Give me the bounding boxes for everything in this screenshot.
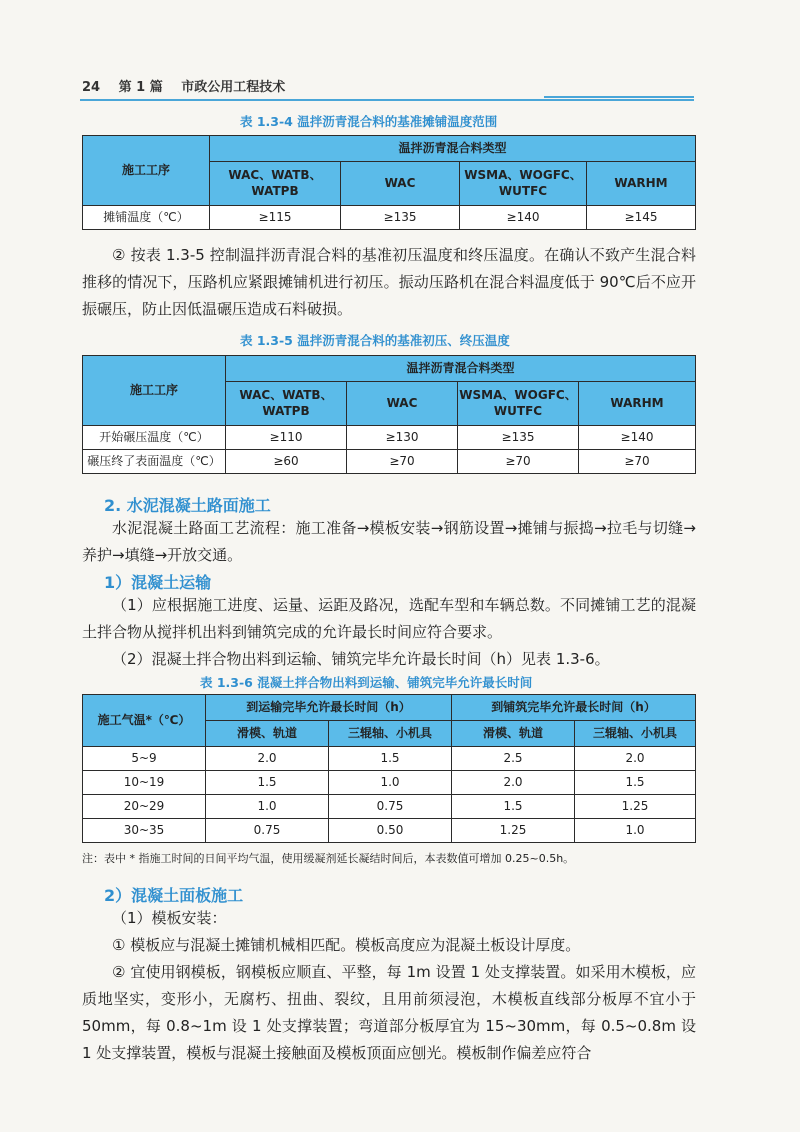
table-1-3-6 [82, 694, 696, 843]
header-cell: 温拌沥青混合料类型 [210, 136, 696, 162]
paragraph: ② 宜使用钢模板，钢模板应顺直、平整，每 1m 设置 1 处支撑装置。如采用木模板，应质地坚实，变形小，无腐朽、扭曲、裂纹，且用前须浸泡，木模板直线部分板厚不宜小于 50mm，每 0.8~1m 设 1 处支撑装置；弯道部分板厚宜为 15~30mm，每 0.5~0.8m 设 1 处支撑装置，模板与混凝土接触面及模板顶面应刨光。模板制作偏差应符合 [82, 963, 696, 1062]
header-cell: WARHM [587, 162, 696, 206]
table-cell: 1.5 [329, 747, 452, 771]
table-1-3-4-caption: 表 1.3-4 温拌沥青混合料的基准摊铺温度范围 [240, 114, 498, 129]
table-cell: ≥60 [226, 450, 347, 474]
header-cell: WAC、WATB、WATPB [226, 382, 347, 426]
header-cell: WAC [341, 162, 460, 206]
paragraph: （2）混凝土拌合物出料到运输、铺筑完毕允许最长时间（h）见表 1.3-6。 [112, 650, 610, 668]
paragraph: 水泥混凝土路面工艺流程：施工准备→模板安装→钢筋设置→摊铺与振捣→拉毛与切缝→养护→填缝→开放交通。 [82, 519, 696, 564]
table-cell: ≥70 [579, 450, 696, 474]
header-cell: WAC、WATB、WATPB [210, 162, 341, 206]
header-cell: WSMA、WOGFC、WUTFC [460, 162, 587, 206]
table-cell: 开始碾压温度（℃） [83, 426, 226, 450]
table-cell: 1.5 [452, 795, 575, 819]
table-cell: 0.75 [206, 819, 329, 843]
table-cell: 30~35 [83, 819, 206, 843]
header-cell: 施工工序 [83, 136, 210, 206]
page-number: 24 [82, 80, 101, 95]
header-cell: WSMA、WOGFC、WUTFC [458, 382, 579, 426]
table-cell: ≥145 [587, 206, 696, 230]
table-row [83, 206, 696, 230]
table-note: 注：表中 * 指施工时间的日间平均气温，使用缓凝剂延长凝结时间后，本表数值可增加 0.25~0.5h。 [82, 852, 575, 865]
header-cell: 施工气温*（℃） [83, 695, 206, 747]
paragraph: （1）应根据施工进度、运量、运距及路况，选配车型和车辆总数。不同摊铺工艺的混凝土拌合物从搅拌机出料到铺筑完成的允许最长时间应符合要求。 [82, 596, 696, 641]
section-heading: 2. 水泥混凝土路面施工 [104, 496, 271, 515]
header-cell: 施工工序 [83, 356, 226, 426]
table-1-3-5 [82, 355, 696, 474]
header-cell: 温拌沥青混合料类型 [226, 356, 696, 382]
book-title: 市政公用工程技术 [181, 80, 286, 95]
table-1-3-6-caption: 表 1.3-6 混凝土拌合物出料到运输、铺筑完毕允许最长时间 [200, 675, 533, 690]
table-cell: 1.5 [575, 771, 696, 795]
header-cell: WARHM [579, 382, 696, 426]
table-cell: 0.75 [329, 795, 452, 819]
paragraph: ② 按表 1.3-5 控制温拌沥青混合料的基准初压温度和终压温度。在确认不致产生混合料推移的情况下，压路机应紧跟摊铺机进行初压。振动压路机在混合料温度低于 90℃后不应开振碾压，防止因低温碾压造成石料破损。 [82, 246, 696, 318]
table-1-3-4 [82, 135, 696, 230]
table-row [83, 747, 696, 771]
table-cell: 2.0 [206, 747, 329, 771]
table-cell: 1.0 [329, 771, 452, 795]
table-cell: ≥70 [458, 450, 579, 474]
section-heading: 1）混凝土运输 [104, 573, 212, 592]
part-title: 第 1 篇 [118, 80, 163, 95]
table-row [83, 819, 696, 843]
table-cell: ≥130 [347, 426, 458, 450]
paragraph: ① 模板应与混凝土摊铺机械相匹配。模板高度应为混凝土板设计厚度。 [112, 936, 581, 954]
table-cell: ≥140 [579, 426, 696, 450]
header-cell: 三辊轴、小机具 [575, 721, 696, 747]
header-cell: 三辊轴、小机具 [329, 721, 452, 747]
table-cell: 1.0 [206, 795, 329, 819]
table-cell: 1.0 [575, 819, 696, 843]
table-cell: 2.5 [452, 747, 575, 771]
table-cell: 1.25 [575, 795, 696, 819]
table-cell: 2.0 [575, 747, 696, 771]
table-row [83, 771, 696, 795]
section-heading: 2）混凝土面板施工 [104, 886, 244, 905]
table-cell: ≥110 [226, 426, 347, 450]
table-cell: 1.5 [206, 771, 329, 795]
table-cell: ≥115 [210, 206, 341, 230]
header-cell: WAC [347, 382, 458, 426]
table-cell: 摊铺温度（℃） [83, 206, 210, 230]
header-cell: 到铺筑完毕允许最长时间（h） [452, 695, 696, 721]
paragraph: （1）模板安装： [112, 909, 227, 927]
table-cell: 0.50 [329, 819, 452, 843]
table-cell: ≥135 [341, 206, 460, 230]
table-row [83, 450, 696, 474]
table-cell: 1.25 [452, 819, 575, 843]
header-cell: 滑模、轨道 [452, 721, 575, 747]
table-cell: 碾压终了表面温度（℃） [83, 450, 226, 474]
table-cell: 10~19 [83, 771, 206, 795]
table-cell: 2.0 [452, 771, 575, 795]
header-cell: 到运输完毕允许最长时间（h） [206, 695, 452, 721]
table-row [83, 426, 696, 450]
table-cell: ≥70 [347, 450, 458, 474]
table-row [83, 795, 696, 819]
page-header [82, 76, 694, 98]
table-1-3-5-caption: 表 1.3-5 温拌沥青混合料的基准初压、终压温度 [240, 333, 510, 348]
header-cell: 滑模、轨道 [206, 721, 329, 747]
table-cell: 20~29 [83, 795, 206, 819]
table-cell: ≥140 [460, 206, 587, 230]
table-cell: ≥135 [458, 426, 579, 450]
table-cell: 5~9 [83, 747, 206, 771]
header-rule [80, 99, 694, 101]
